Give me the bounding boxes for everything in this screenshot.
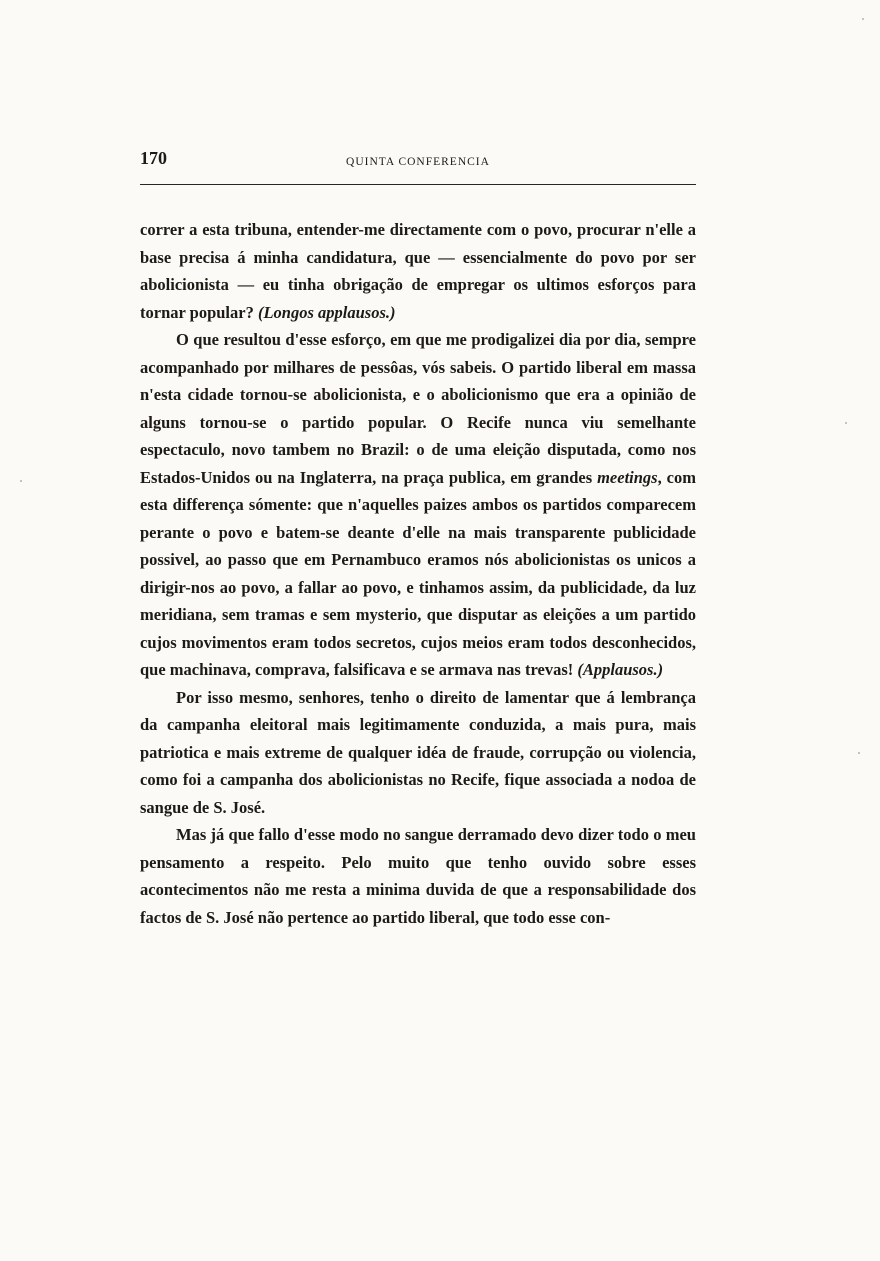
- paper-speck: [858, 752, 860, 754]
- italic-text: (Longos applausos.): [257, 302, 396, 322]
- paper-speck: [20, 480, 22, 482]
- italic-text: meetings: [597, 467, 658, 487]
- page-number: 170: [140, 148, 167, 168]
- paragraph: [140, 684, 696, 822]
- paragraph: [140, 326, 696, 684]
- italic-text: (Applausos.): [577, 660, 664, 679]
- running-title: QUINTA CONFERENCIA: [346, 156, 490, 168]
- text-run: Mas já que fallo d'esse modo no sangue derramado devo dizer todo o meu pensamento a respeito. Pelo muito que tenho ouvido sobre esses acontecimentos não me resta a minima duvida de que a responsabilidade dos factos de S. José não pertence ao partido liberal, que todo esse con-: [140, 825, 696, 927]
- text-run: , com esta differença sómente: que n'aquelles paizes ambos os partidos comparecem perante o povo e batem-se deante d'elle na mais transparente publicidade possivel, ao passo que em Pernambuco eramos nós abolicionistas os unicos a dirigir-nos ao povo, a fallar ao povo, e tinhamos assim, da publicidade, da luz meridiana, sem tramas e sem mysterio, que disputar as eleições a um partido cujos movimentos eram todos secretos, cujos meios eram todos desconhecidos, que machinava, comprava, falsificava e se armava nas trevas!: [140, 467, 696, 679]
- paper-speck: [845, 422, 847, 424]
- paragraph: [140, 821, 696, 931]
- paper-speck: [862, 18, 864, 20]
- text-run: correr a esta tribuna, entender-me directamente com o povo, procurar n'elle a base precisa á minha candidatura, que — essencialmente do povo por ser abolicionista — eu tinha obrigação de empregar os ultimos esforços para tornar popular?: [140, 220, 696, 322]
- page-header: [140, 148, 696, 185]
- body-text: [140, 216, 696, 931]
- text-run: Por isso mesmo, senhores, tenho o direito de lamentar que á lembrança da campanha eleitoral mais legitimamente conduzida, a mais pura, mais patriotica e mais extreme de qualquer idéa de fraude, corrupção ou violencia, como foi a campanha dos abolicionistas no Recife, fique associada a nodoa de sangue de S. José.: [140, 687, 696, 817]
- text-run: O que resultou d'esse esforço, em que me prodigalizei dia por dia, sempre acompanhado por milhares de pessôas, vós sabeis. O partido liberal em massa n'esta cidade tornou-se abolicionista, e o abolicionismo que era a opinião de alguns tornou-se o partido popular. O Recife nunca viu semelhante espectaculo, novo tambem no Brazil: o de uma eleição disputada, como nos Estados-Unidos ou na Inglaterra, na praça publica, em grandes: [140, 330, 696, 487]
- paragraph: [140, 216, 696, 326]
